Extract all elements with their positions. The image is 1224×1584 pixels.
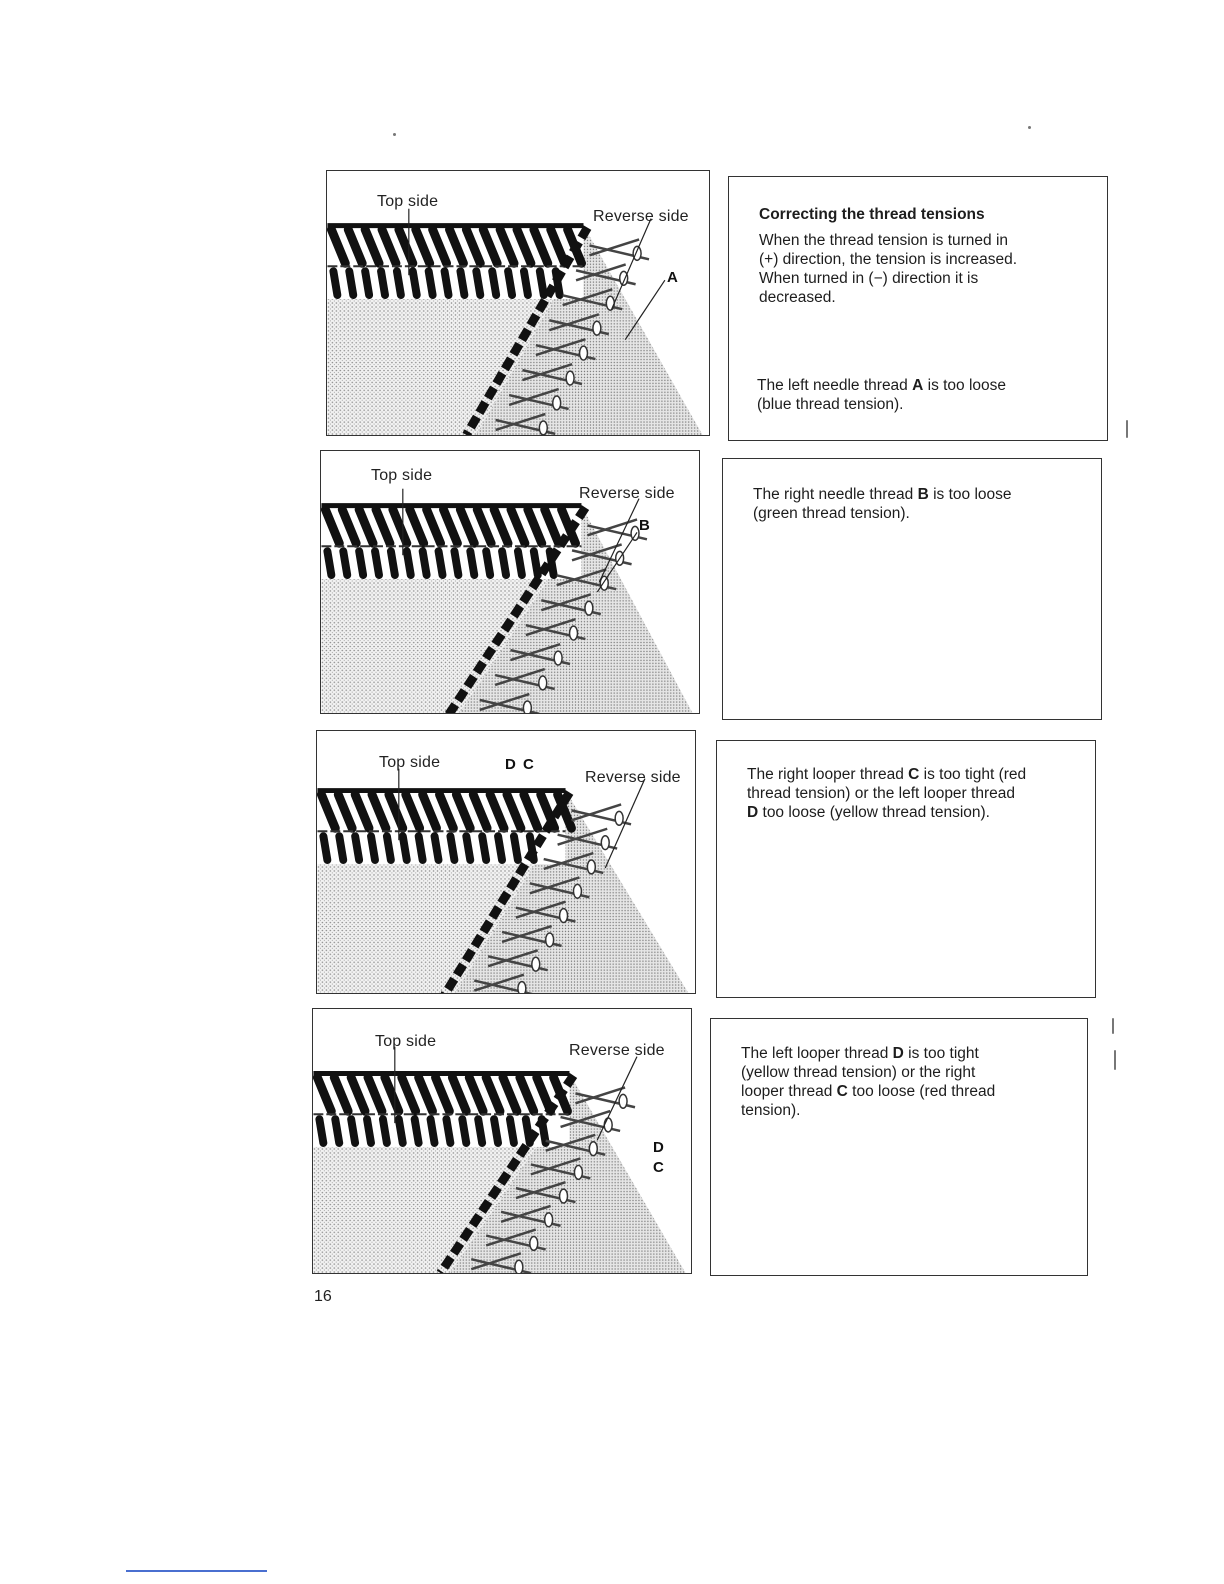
loop-knot — [587, 860, 595, 874]
bottom-link-rule — [126, 1570, 267, 1572]
note-text-part: is too loose — [923, 377, 1007, 394]
note-letter: C — [836, 1083, 848, 1100]
looper-stitch — [327, 551, 331, 575]
thread-letter-d: D — [505, 756, 516, 773]
looper-stitch — [435, 836, 439, 860]
pointer-line — [605, 779, 645, 868]
note-text-part: thread tension) or the left looper thread — [747, 785, 1015, 802]
top-side-label: Top side — [375, 1033, 437, 1050]
loop-knot — [532, 957, 540, 971]
note-text-part: (yellow thread tension) or the right — [741, 1064, 976, 1081]
loop-knot — [545, 1213, 553, 1227]
loop-knot — [570, 626, 578, 640]
looper-stitch — [534, 551, 538, 575]
note-letter: D — [747, 804, 759, 821]
looper-stitch — [319, 1119, 323, 1143]
loop-knot — [620, 271, 628, 285]
looper-stitch — [462, 1119, 466, 1143]
pointer-line — [611, 219, 651, 310]
note-letter: B — [917, 486, 929, 503]
looper-stitch — [478, 1119, 482, 1143]
loop-knot — [604, 1118, 612, 1132]
looper-stitch — [508, 271, 512, 295]
text-panel-3 — [716, 740, 1096, 998]
looper-stitch — [494, 1119, 498, 1143]
looper-stitch — [466, 836, 470, 860]
loop-knot — [631, 526, 639, 540]
loop-knot — [553, 396, 561, 410]
looper-stitch — [371, 836, 375, 860]
loop-knot — [619, 1094, 627, 1108]
looper-stitch — [367, 1119, 371, 1143]
note-text — [757, 376, 1006, 414]
looper-stitch — [439, 551, 443, 575]
note-text-part: (green thread tension). — [753, 505, 910, 522]
looper-stitch — [450, 836, 454, 860]
reverse-side-label: Reverse side — [579, 485, 675, 502]
loop-knot — [518, 982, 526, 993]
looper-stitch — [431, 1119, 435, 1143]
note-text-part: (blue thread tension). — [757, 396, 904, 413]
top-side-label: Top side — [379, 754, 441, 771]
note-text-part: too loose (red thread — [847, 1083, 996, 1100]
intro-text — [759, 231, 1017, 307]
looper-stitch — [518, 551, 522, 575]
looper-stitch — [415, 1119, 419, 1143]
loop-knot — [515, 1260, 523, 1273]
intro-line: When the thread tension is turned in — [759, 232, 1009, 249]
thread-letter-a: A — [667, 269, 678, 286]
scan-speck — [1112, 1018, 1114, 1034]
loop-knot — [539, 421, 547, 435]
note-text-part: The left needle thread — [757, 377, 913, 394]
looper-stitch — [323, 836, 327, 860]
looper-stitch — [375, 551, 379, 575]
note-text-part: is too tight (red — [919, 766, 1027, 783]
scan-speck — [1028, 126, 1031, 129]
intro-line: (+) direction, the tension is increased. — [759, 251, 1018, 268]
note-text-part: too loose (yellow thread tension). — [758, 804, 990, 821]
looper-stitch — [399, 1119, 403, 1143]
intro-line: decreased. — [759, 289, 836, 306]
looper-stitch — [413, 271, 417, 295]
scan-speck — [393, 133, 396, 136]
looper-stitch — [492, 271, 496, 295]
text-panel-4 — [710, 1018, 1088, 1276]
loop-knot — [539, 676, 547, 690]
looper-stitch — [335, 1119, 339, 1143]
note-letter: C — [908, 766, 920, 783]
loop-knot — [601, 836, 609, 850]
note-text — [753, 485, 1012, 523]
looper-stitch — [460, 271, 464, 295]
loop-knot — [580, 346, 588, 360]
intro-line: When turned in (−) direction it is — [759, 270, 979, 287]
note-text-part: The left looper thread — [741, 1045, 893, 1062]
thread-letter-b: B — [639, 517, 650, 534]
looper-stitch — [365, 271, 369, 295]
looper-stitch — [351, 1119, 355, 1143]
reverse-side-label: Reverse side — [593, 208, 689, 225]
scan-speck — [1126, 420, 1128, 438]
looper-stitch — [397, 271, 401, 295]
loop-knot — [574, 1165, 582, 1179]
looper-stitch — [387, 836, 391, 860]
looper-stitch — [486, 551, 490, 575]
looper-stitch — [446, 1119, 450, 1143]
looper-stitch — [339, 836, 343, 860]
stitch-figure-3 — [316, 730, 696, 994]
looper-stitch — [540, 271, 544, 295]
loop-knot — [606, 296, 614, 310]
thread-letter-d: D — [653, 1139, 664, 1156]
looper-stitch — [355, 836, 359, 860]
looper-stitch — [403, 836, 407, 860]
looper-stitch — [482, 836, 486, 860]
note-text-part: looper thread — [741, 1083, 837, 1100]
pointer-line — [597, 1057, 637, 1140]
loop-knot — [530, 1237, 538, 1251]
thread-letter-c: C — [653, 1159, 664, 1176]
note-text-part: is too tight — [903, 1045, 979, 1062]
looper-stitch — [383, 1119, 387, 1143]
looper-stitch — [498, 836, 502, 860]
looper-stitch — [407, 551, 411, 575]
note-letter: D — [892, 1045, 904, 1062]
looper-stitch — [349, 271, 353, 295]
loop-knot — [560, 1189, 568, 1203]
looper-stitch — [510, 1119, 514, 1143]
loop-knot — [573, 884, 581, 898]
reverse-side-label: Reverse side — [569, 1042, 665, 1059]
note-text — [741, 1044, 995, 1120]
top-side-label: Top side — [377, 193, 439, 210]
looper-stitch — [359, 551, 363, 575]
note-letter: A — [912, 377, 924, 394]
looper-stitch — [514, 836, 518, 860]
looper-stitch — [524, 271, 528, 295]
text-panel-2 — [722, 458, 1102, 720]
note-text-part: The right looper thread — [747, 766, 909, 783]
top-side-label: Top side — [371, 467, 433, 484]
loop-knot — [585, 601, 593, 615]
loop-knot — [589, 1142, 597, 1156]
loop-knot — [554, 651, 562, 665]
looper-stitch — [419, 836, 423, 860]
stitch-figure-2 — [320, 450, 700, 714]
note-text-part: The right needle thread — [753, 486, 918, 503]
note-text-part: is too loose — [928, 486, 1012, 503]
note-text — [747, 765, 1026, 822]
text-panel-1 — [728, 176, 1108, 441]
loop-knot — [523, 701, 531, 713]
loop-knot — [615, 811, 623, 825]
looper-stitch — [454, 551, 458, 575]
loop-knot — [566, 371, 574, 385]
scan-speck — [1114, 1050, 1116, 1070]
looper-stitch — [333, 271, 337, 295]
looper-stitch — [343, 551, 347, 575]
loop-knot — [593, 321, 601, 335]
note-text-part: tension). — [741, 1102, 801, 1119]
page-number: 16 — [314, 1288, 332, 1305]
loop-knot — [546, 933, 554, 947]
stitch-figure-4 — [312, 1008, 692, 1274]
loop-knot — [560, 909, 568, 923]
looper-stitch — [391, 551, 395, 575]
looper-stitch — [470, 551, 474, 575]
looper-stitch — [445, 271, 449, 295]
looper-stitch — [423, 551, 427, 575]
thread-letter-c: C — [523, 756, 534, 773]
section-heading: Correcting the thread tensions — [759, 206, 985, 223]
looper-stitch — [381, 271, 385, 295]
reverse-side-label: Reverse side — [585, 769, 681, 786]
looper-stitch — [429, 271, 433, 295]
looper-stitch — [502, 551, 506, 575]
looper-stitch — [476, 271, 480, 295]
stitch-figure-1 — [326, 170, 710, 436]
